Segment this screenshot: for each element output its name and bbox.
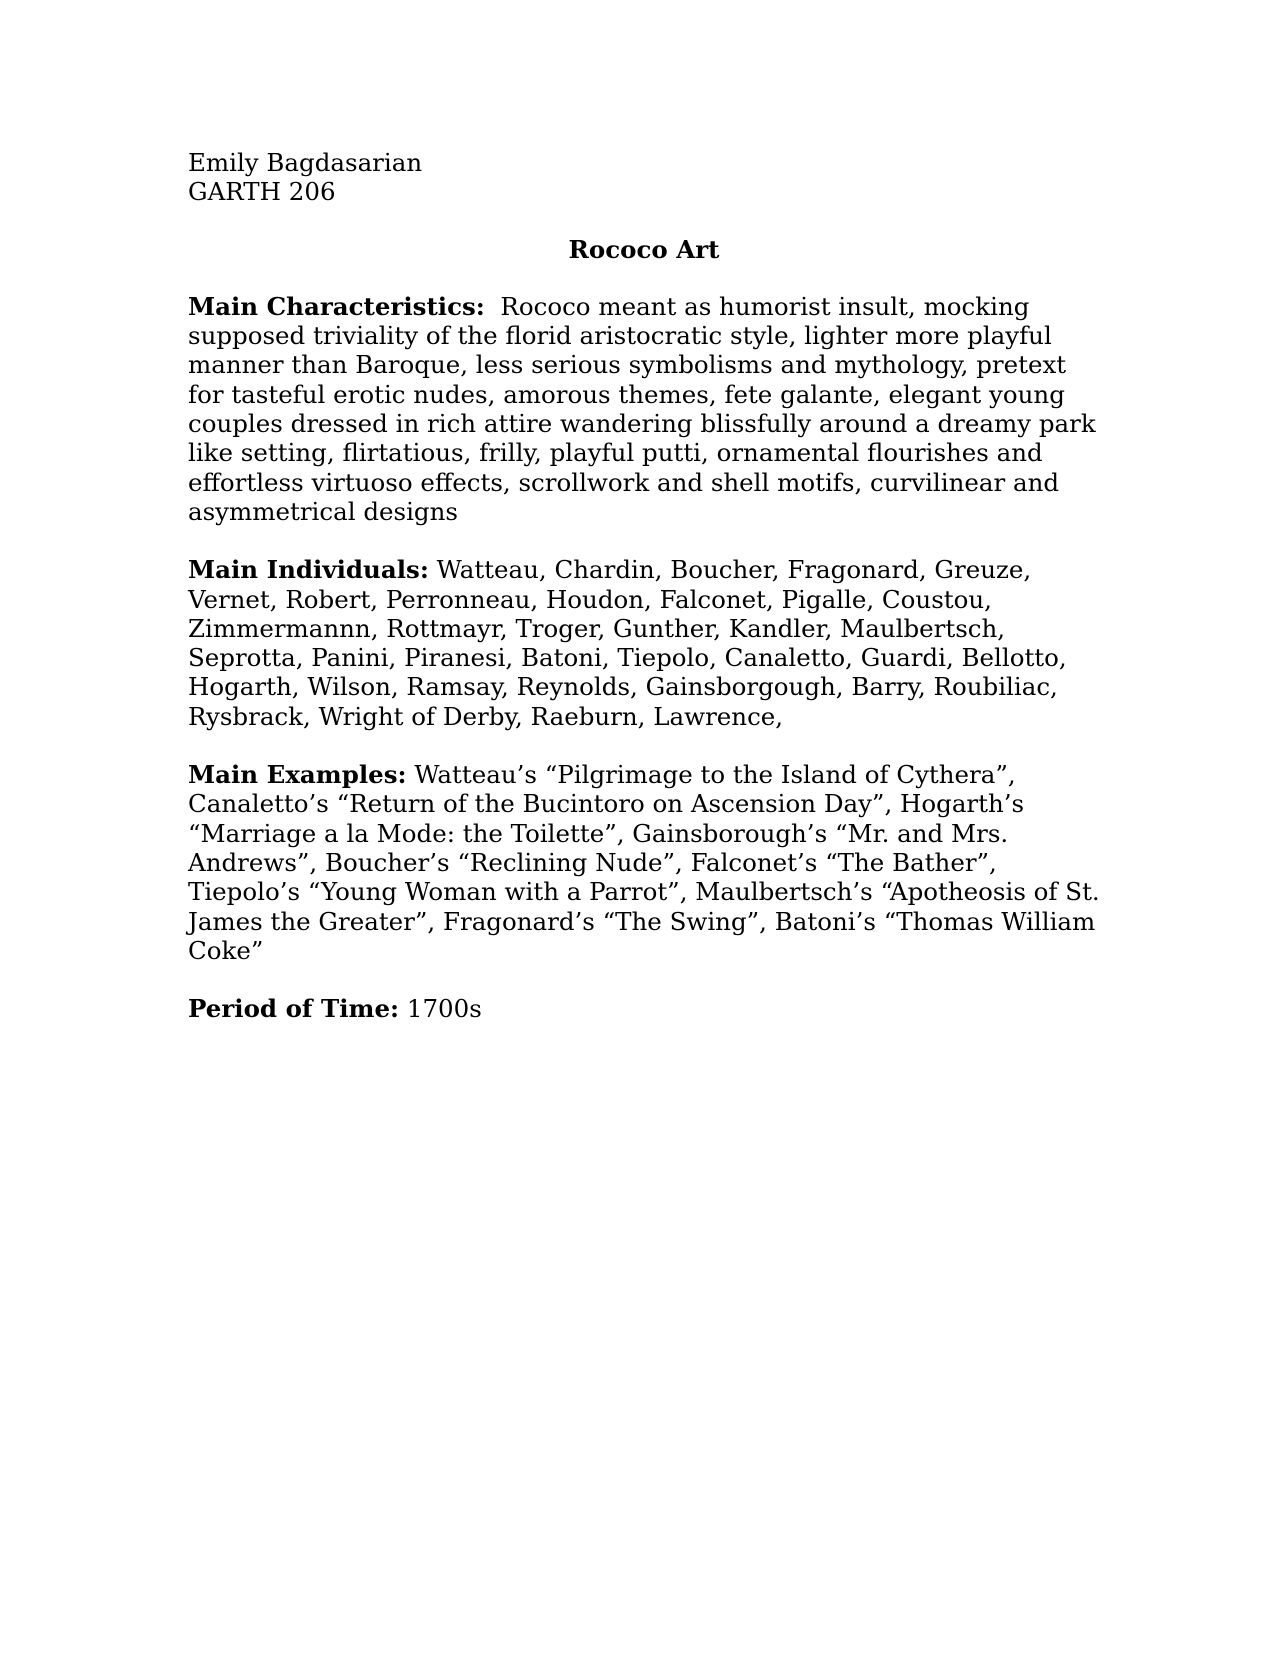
characteristics-text: Rococo meant as humorist insult, mocking supposed triviality of the florid aristocratic style, lighter more playful manner than Baroque, less serious symbolisms and mythology, pretext for tasteful erotic nudes, amorous themes, fete galante, elegant young couples dressed in rich attire wandering blissfully around a dreamy park like setting, flirtatious, frilly, playful putti, ornamental flourishes and effortless virtuoso effects, scrollwork and shell motifs, curvilinear and asymmetrical designs	[188, 291, 1104, 526]
examples-paragraph	[188, 760, 1100, 965]
individuals-paragraph	[188, 555, 1100, 731]
course-code: GARTH 206	[188, 177, 336, 207]
characteristics-paragraph	[188, 291, 1104, 526]
period-label: Period of Time:	[188, 994, 400, 1024]
document-page	[188, 148, 1104, 1052]
author-name: Emily Bagdasarian	[188, 148, 423, 177]
document-title: Rococo Art	[568, 234, 720, 264]
characteristics-label: Main Characteristics:	[188, 291, 485, 321]
individuals-text: Watteau, Chardin, Boucher, Fragonard, Greuze, Vernet, Robert, Perronneau, Houdon, Falconet, Pigalle, Coustou, Zimmermannn, Rottmayr, Troger, Gunther, Kandler, Maulbertsch, Seprotta, Panini, Piranesi, Batoni, Tiepolo, Canaletto, Guardi, Bellotto, Hogarth, Wilson, Ramsay, Reynolds, Gainsborgough, Barry, Roubiliac, Rysbrack, Wright of Derby, Raeburn, Lawrence,	[188, 555, 1067, 731]
examples-label: Main Examples:	[188, 760, 407, 790]
period-text: 1700s	[399, 994, 482, 1024]
examples-text: Watteau’s “Pilgrimage to the Island of Cythera”, Canaletto’s “Return of the Bucintoro on Ascension Day”, Hogarth’s “Marriage a la Mode: the Toilette”, Gainsborough’s “Mr. and Mrs. Andrews”, Boucher’s “Reclining Nude”, Falconet’s “The Bather”, Tiepolo’s “Young Woman with a Parrot”, Maulbertsch’s “Apotheosis of St. James the Greater”, Fragonard’s “The Swing”, Batoni’s “Thomas William Coke”	[188, 760, 1100, 965]
individuals-label: Main Individuals:	[188, 555, 429, 585]
period-paragraph	[188, 994, 1100, 1023]
